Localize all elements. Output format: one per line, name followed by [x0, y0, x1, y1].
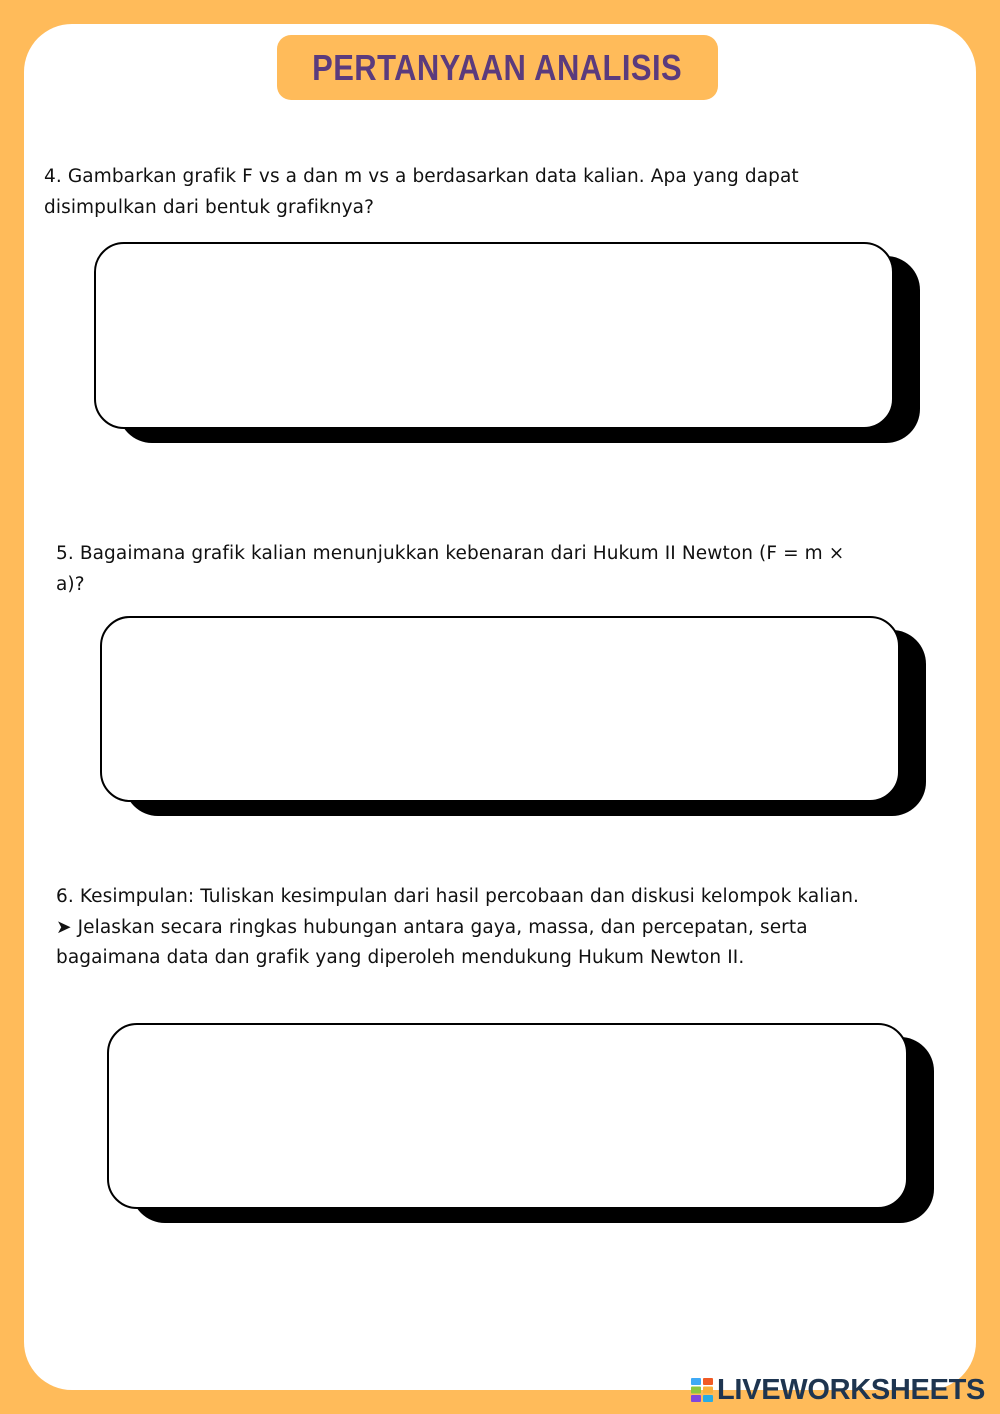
- question-5: [56, 539, 844, 600]
- question-5-line-2: a)?: [56, 573, 85, 595]
- question-6-line-2: ➤ Jelaskan secara ringkas hubungan antara gaya, massa, dan percepatan, serta: [56, 916, 808, 938]
- answer-field-6[interactable]: [107, 1023, 908, 1209]
- question-4: [44, 162, 799, 223]
- answer-box-5[interactable]: [100, 616, 926, 816]
- page-title: PERTANYAAN ANALISIS: [312, 46, 683, 88]
- answer-field-5[interactable]: [100, 616, 900, 802]
- title-banner: [277, 35, 718, 100]
- question-4-line-1: 4. Gambarkan grafik F vs a dan m vs a berdasarkan data kalian. Apa yang dapat: [44, 166, 799, 187]
- question-6-line-1: 6. Kesimpulan: Tuliskan kesimpulan dari hasil percobaan dan diskusi kelompok kalian.: [56, 886, 860, 907]
- liveworksheets-logo[interactable]: [691, 1374, 985, 1406]
- question-6: [56, 882, 859, 974]
- logo-text: LIVEWORKSHEETS: [717, 1373, 986, 1406]
- question-5-line-1: 5. Bagaimana grafik kalian menunjukkan kebenaran dari Hukum II Newton (F = m ×: [56, 543, 845, 564]
- answer-box-4[interactable]: [94, 242, 920, 443]
- answer-box-6[interactable]: [107, 1023, 934, 1223]
- question-4-line-2: disimpulkan dari bentuk grafiknya?: [44, 196, 375, 218]
- liveworksheets-logo-icon: [691, 1378, 713, 1402]
- question-6-line-3: bagaimana data dan grafik yang diperoleh mendukung Hukum Newton II.: [56, 947, 745, 968]
- answer-field-4[interactable]: [94, 242, 894, 429]
